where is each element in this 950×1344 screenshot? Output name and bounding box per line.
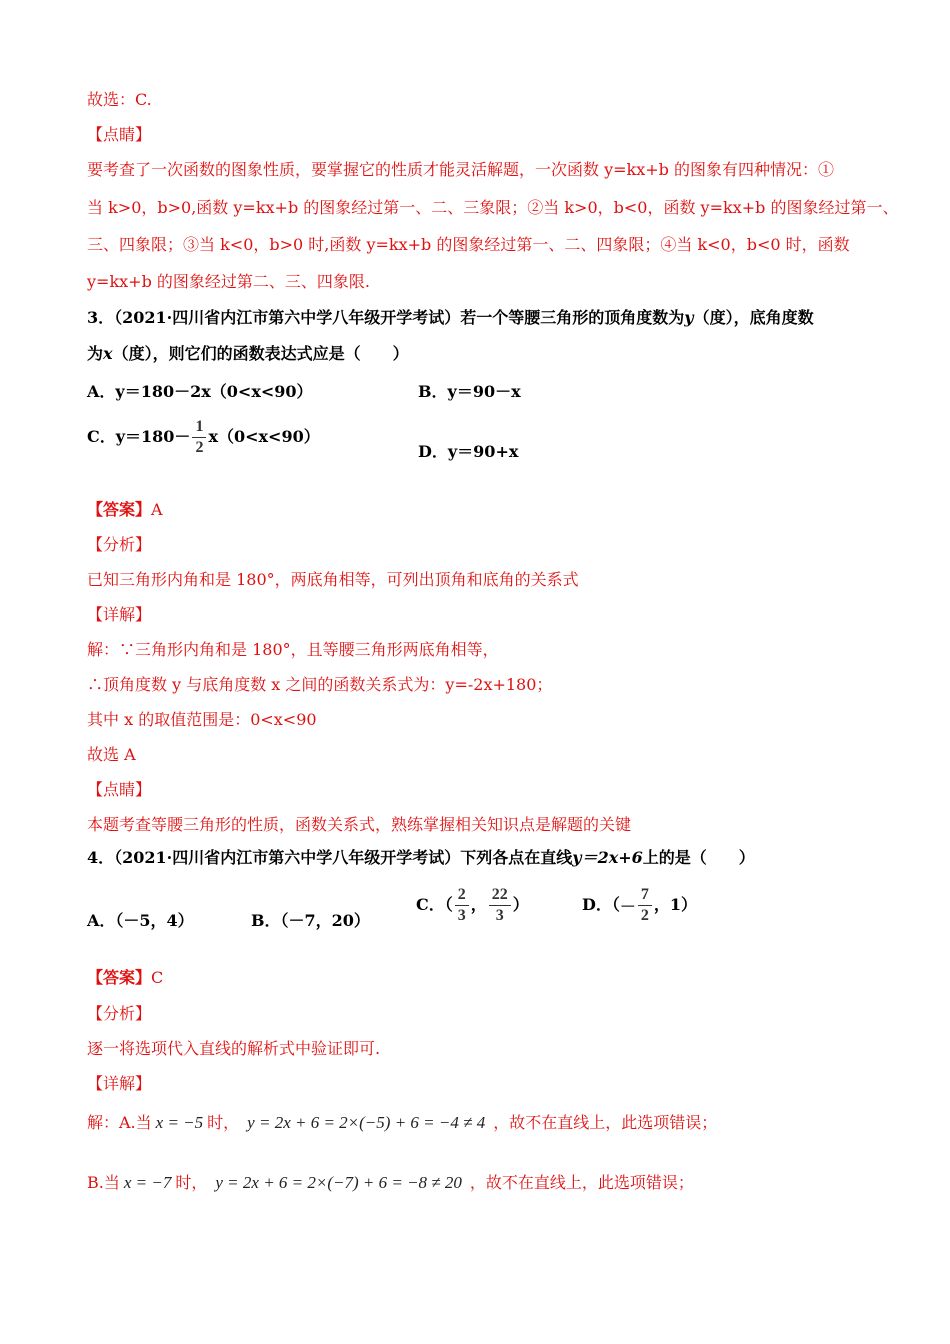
q4-option-c-prefix: C．（ <box>416 895 453 914</box>
q4-detail-b-math-1: x = −7 <box>123 1173 172 1192</box>
q3-option-d: D．y＝90+x <box>418 442 519 461</box>
q3-remark: 本题考查等腰三角形的性质，函数关系式，熟练掌握相关知识点是解题的关键 <box>87 815 632 834</box>
q4-detail-b-math-2: y = 2x + 6 = 2×(−7) + 6 = −8 ≠ 20 <box>215 1173 462 1192</box>
q4-detail-b-text-3: ，故不在直线上，此选项错误； <box>469 1173 694 1192</box>
q3-var-x: x <box>103 344 113 363</box>
q3-detail-label: 【详解】 <box>87 605 152 624</box>
q4-analysis-label: 【分析】 <box>87 1004 152 1023</box>
q3-option-c-num: 1 <box>192 417 206 438</box>
q4-source: （2021·四川省内江市第六中学八年级开学考试） <box>114 848 461 867</box>
q4-detail-b-text-2: 时， <box>175 1173 208 1192</box>
q3-stem-4: （度），则它们的函数表达式应是（ ） <box>112 344 409 363</box>
q4-option-c-num-1: 2 <box>455 885 469 906</box>
q4-stem <box>87 847 755 869</box>
q3-option-c-suffix: x（0<x<90） <box>208 427 320 446</box>
q4-answer-label: 【答案】 <box>87 968 152 987</box>
q3-stem-line-2 <box>87 343 409 365</box>
q3-stem-3: 为 <box>87 344 104 363</box>
q4-detail-a-text-1: 解：A.当 <box>87 1113 152 1132</box>
q3-var-y: y <box>684 308 694 327</box>
q4-option-d-sign: － <box>619 899 636 916</box>
q3-answer <box>87 499 163 521</box>
q3-option-c-den: 2 <box>195 439 204 456</box>
q3-detail-line-1: 解：∵三角形内角和是 180°，且等腰三角形两底角相等， <box>87 640 499 659</box>
q3-stem-2: （度），底角度数 <box>693 308 814 327</box>
q2-remark-line-4: y=kx+b 的图象经过第二、三、四象限. <box>87 272 370 291</box>
q4-option-c-num-2: 22 <box>489 885 511 906</box>
q3-number: 3． <box>87 308 115 327</box>
q3-remark-label: 【点睛】 <box>87 780 152 799</box>
q3-analysis: 已知三角形内角和是 180°，两底角相等，可列出顶角和底角的关系式 <box>87 570 579 589</box>
q4-option-c <box>416 885 529 926</box>
q4-detail-a-math-1: x = −5 <box>155 1113 204 1132</box>
q4-detail-a-text-3: ，故不在直线上，此选项错误； <box>493 1113 718 1132</box>
q3-analysis-label: 【分析】 <box>87 535 152 554</box>
q4-option-c-fraction-2 <box>489 885 511 926</box>
q4-option-d-num: 7 <box>638 885 652 906</box>
q4-stem-equation: y＝2x+6 <box>572 848 643 867</box>
q4-option-c-fraction-1 <box>455 885 469 926</box>
q2-remark-line-1: 要考查了一次函数的图象性质，要掌握它的性质才能灵活解题，一次函数 y=kx+b 的图象有四种情况：① <box>87 160 834 179</box>
q4-answer-value: C <box>151 968 164 987</box>
q4-option-c-comma: ， <box>470 895 487 914</box>
q4-detail-label: 【详解】 <box>87 1074 152 1093</box>
q4-detail-a-text-2: 时， <box>207 1113 240 1132</box>
q3-detail-line-3: 其中 x 的取值范围是：0<x<90 <box>87 710 317 729</box>
q2-remark-line-2: 当 k>0，b>0,函数 y=kx+b 的图象经过第一、二、三象限；②当 k>0，b<0，函数 y=kx+b 的图象经过第一、 <box>87 198 899 217</box>
q4-option-a: A．（－5，4） <box>87 911 194 930</box>
q2-remark-line-3: 三、四象限；③当 k<0，b>0 时,函数 y=kx+b 的图象经过第一、二、四象限；④当 k<0，b<0 时，函数 <box>87 235 850 254</box>
q4-detail-a-math-2: y = 2x + 6 = 2×(−5) + 6 = −4 ≠ 4 <box>247 1113 486 1132</box>
q3-option-b: B．y＝90－x <box>418 382 521 401</box>
q2-remark-label: 【点睛】 <box>87 125 152 144</box>
q3-option-c-prefix: C．y＝180－ <box>87 427 191 446</box>
q4-option-b: B．（－7，20） <box>251 911 370 930</box>
q4-option-c-den-1: 3 <box>457 907 466 924</box>
q4-option-d-den: 2 <box>640 907 649 924</box>
q4-option-d <box>582 885 697 926</box>
q4-option-c-den-2: 3 <box>495 907 504 924</box>
q3-answer-label: 【答案】 <box>87 500 152 519</box>
q4-option-d-fraction <box>638 885 652 926</box>
q3-stem-1: 若一个等腰三角形的顶角度数为 <box>460 308 685 327</box>
q3-answer-value: A <box>151 500 163 519</box>
q4-option-d-prefix: D．（ <box>582 895 620 914</box>
q3-option-c-fraction <box>192 417 206 458</box>
q4-analysis: 逐一将选项代入直线的解析式中验证即可. <box>87 1039 381 1058</box>
q4-detail-b <box>87 1172 694 1194</box>
q4-stem-1: 下列各点在直线 <box>460 848 573 867</box>
q2-choose: 故选：C. <box>87 90 152 109</box>
q4-detail-b-text-1: B.当 <box>87 1173 120 1192</box>
q4-option-c-suffix: ） <box>512 895 529 914</box>
q3-option-a: A．y＝180－2x（0<x<90） <box>87 382 313 401</box>
q4-stem-2: 上的是（ ） <box>642 848 755 867</box>
q4-detail-a <box>87 1112 717 1134</box>
q4-option-d-suffix: ，1） <box>653 895 698 914</box>
q4-answer <box>87 967 163 989</box>
q3-source: （2021·四川省内江市第六中学八年级开学考试） <box>114 308 461 327</box>
q3-option-c <box>87 417 320 458</box>
q4-number: 4． <box>87 848 115 867</box>
q3-detail-line-4: 故选 A <box>87 745 136 764</box>
q3-detail-line-2: ∴顶角度数 y 与底角度数 x 之间的函数关系式为：y=-2x+180； <box>87 675 553 694</box>
q3-stem-line-1 <box>87 307 814 329</box>
